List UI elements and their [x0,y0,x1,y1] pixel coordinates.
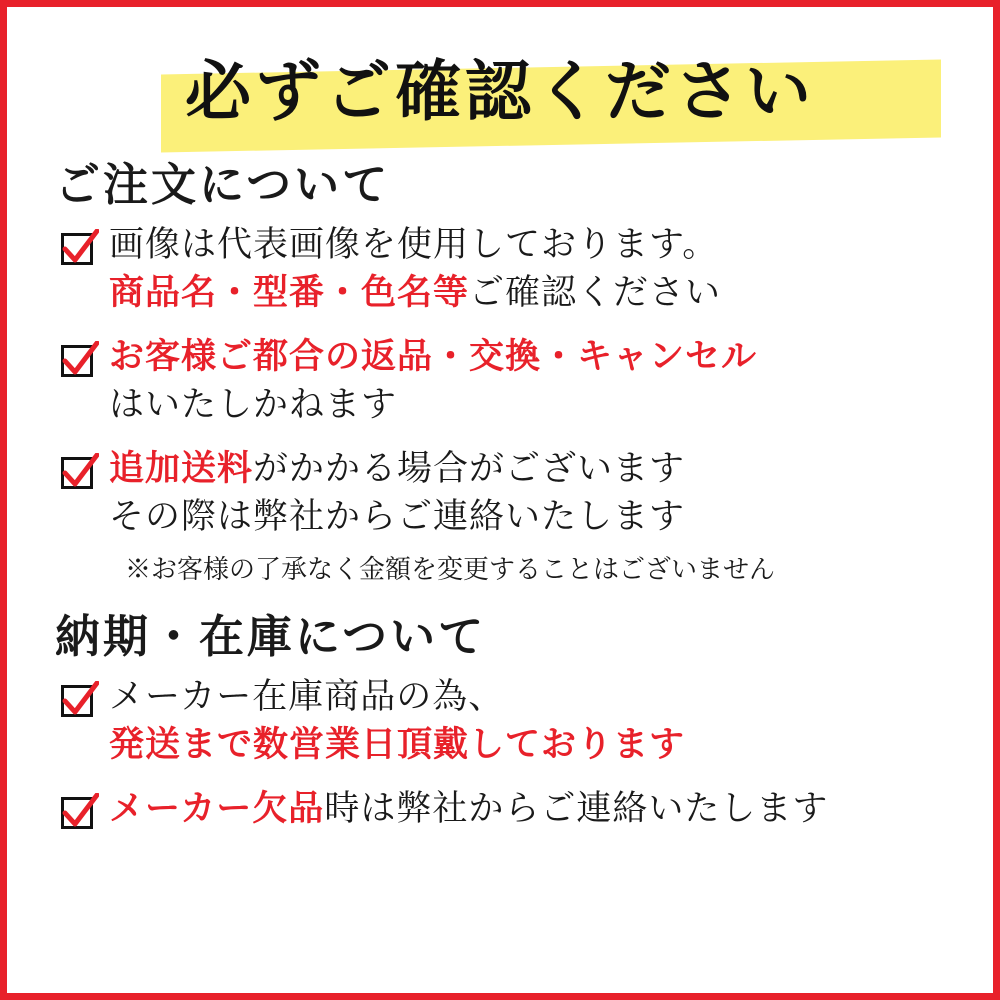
checkmark-icon [59,229,99,269]
checkmark-icon [59,793,99,833]
plain-text: 時は弊社からご連絡いたします [324,789,829,829]
list-item [59,785,959,833]
emphasis-text: メーカー欠品 [109,788,325,829]
section-heading-order: ご注文について [55,158,391,211]
list-item-lines [109,333,959,429]
list-item-line: はいたしかねます [109,385,398,425]
list-item [59,221,959,317]
checkmark-icon [59,341,99,381]
page-title-text: 必ずご確認ください [185,52,815,130]
list-item [59,333,959,429]
list-item-lines [109,673,959,769]
list-item-line [109,269,959,317]
list-item-lines [109,785,959,833]
list-item-line: メーカー在庫商品の為、 [109,677,505,717]
list-item-lines [109,445,959,541]
list-item-line [109,785,959,833]
list-item [59,445,959,541]
plain-text: がかかる場合がございます [253,449,686,489]
plain-text: ご確認ください [469,273,722,313]
section-heading-delivery: 納期・在庫について [55,610,487,663]
list-item [59,673,959,769]
emphasis-text: 追加送料 [109,448,254,489]
notice-content [7,7,993,993]
emphasis-text: 商品名・型番・色名等 [109,272,470,313]
list-item-line: 画像は代表画像を使用しております。 [109,225,719,265]
page-title [41,35,959,143]
list-item-line: その際は弊社からご連絡いたします [109,497,686,537]
checkmark-icon [59,681,99,721]
list-item-lines [109,221,959,317]
footnote: ※お客様の了承なく金額を変更することはございません [125,555,776,585]
checkmark-icon [59,453,99,493]
list-item-line: お客様ご都合の返品・交換・キャンセル [109,336,758,377]
list-item-line [109,445,959,493]
list-item-line: 発送まで数営業日頂戴しております [109,724,686,765]
